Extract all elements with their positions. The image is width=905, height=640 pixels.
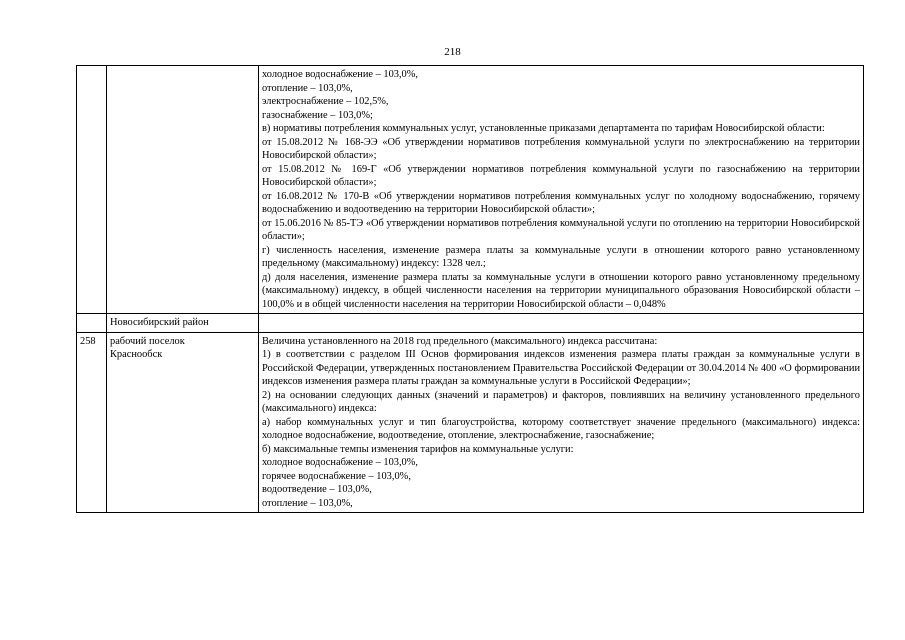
municipality-name-line: Краснообск (110, 349, 163, 360)
justification-paragraph: от 15.08.2012 № 169-Г «Об утверждении нормативов потребления коммунальной услуги по газоснабжению на территории Новосибирской области»; (262, 163, 860, 188)
table-row (77, 314, 864, 333)
row-number-cell: 258 (77, 332, 107, 513)
municipality-name-cell (107, 332, 259, 513)
municipality-name-cell (107, 314, 259, 333)
justification-paragraph: д) доля населения, изменение размера платы за коммунальные услуги в отношении которого равно установленному предельному (максимальному) индексу, в общей численности населения на территории муниципального образования Новосибирской области – 100,0% и в общей численности населения на территории Новосибирской области – 0,048% (262, 271, 860, 310)
justification-paragraph: а) набор коммунальных услуг и тип благоустройства, которому соответствует значение предельного (максимального) индекса: холодное водоснабжение, водоотведение, отопление, электроснабжение, газоснабжение; (262, 416, 860, 441)
justification-paragraph: б) максимальные темпы изменения тарифов на коммунальные услуги: (262, 443, 574, 455)
index-justification-cell (259, 314, 864, 333)
justification-paragraph: от 15.06.2016 № 85-ТЭ «Об утверждении нормативов потребления коммунальной услуги по отоплению на территории Новосибирской области»; (262, 217, 860, 242)
justification-paragraph: отопление – 103,0%, (262, 82, 353, 94)
justification-paragraph: от 15.08.2012 № 168-ЭЭ «Об утверждении нормативов потребления коммунальной услуги по электроснабжению на территории Новосибирской области»; (262, 136, 860, 161)
justification-paragraph: электроснабжение – 102,5%, (262, 96, 389, 107)
table-row (77, 66, 864, 314)
justification-paragraph: холодное водоснабжение – 103,0%, (262, 457, 419, 468)
municipality-name-cell (107, 66, 259, 314)
justification-paragraph: отопление – 103,0%, (262, 497, 353, 509)
index-table (76, 65, 864, 513)
justification-paragraph: от 16.08.2012 № 170-В «Об утверждении нормативов потребления коммунальных услуг по холодному водоснабжению, горячему водоснабжению и водоотведению на территории Новосибирской области»; (262, 190, 860, 215)
municipality-name-line: рабочий поселок (110, 335, 185, 347)
page-number: 218 (444, 46, 461, 58)
justification-paragraph: газоснабжение – 103,0%; (262, 109, 373, 121)
table-body (77, 66, 864, 513)
justification-paragraph: 2) на основании следующих данных (значений и параметров) и факторов, повлиявших на величину установленного предельного (максимального) индекса: (262, 389, 860, 414)
index-justification-cell (259, 332, 864, 513)
justification-paragraph: горячее водоснабжение – 103,0%, (262, 470, 411, 482)
justification-paragraph: Величина установленного на 2018 год предельного (максимального) индекса рассчитана: (262, 335, 658, 347)
row-number-cell (77, 66, 107, 314)
municipality-name-line: Новосибирский район (110, 317, 209, 328)
justification-paragraph: 1) в соответствии с разделом III Основ формирования индексов изменения размера платы граждан за коммунальные услуги в Российской Федерации, утвержденных постановлением Правительства Российской Федерации от 30.04.2014 № 400 «О формировании индексов изменения размера платы граждан за коммунальные услуги в Российской Федерации»; (262, 349, 860, 387)
justification-paragraph: г) численность населения, изменение размера платы за коммунальные услуги в отношении которого равно установленному предельному (максимальному) индексу: 1328 чел.; (262, 244, 860, 269)
justification-paragraph: в) нормативы потребления коммунальных услуг, установленные приказами департамента по тарифам Новосибирской области: (262, 123, 825, 134)
justification-paragraph: холодное водоснабжение – 103,0%, (262, 69, 419, 80)
table-row (77, 332, 864, 513)
row-number-cell (77, 314, 107, 333)
index-justification-cell (259, 66, 864, 314)
justification-paragraph: водоотведение – 103,0%, (262, 484, 372, 495)
